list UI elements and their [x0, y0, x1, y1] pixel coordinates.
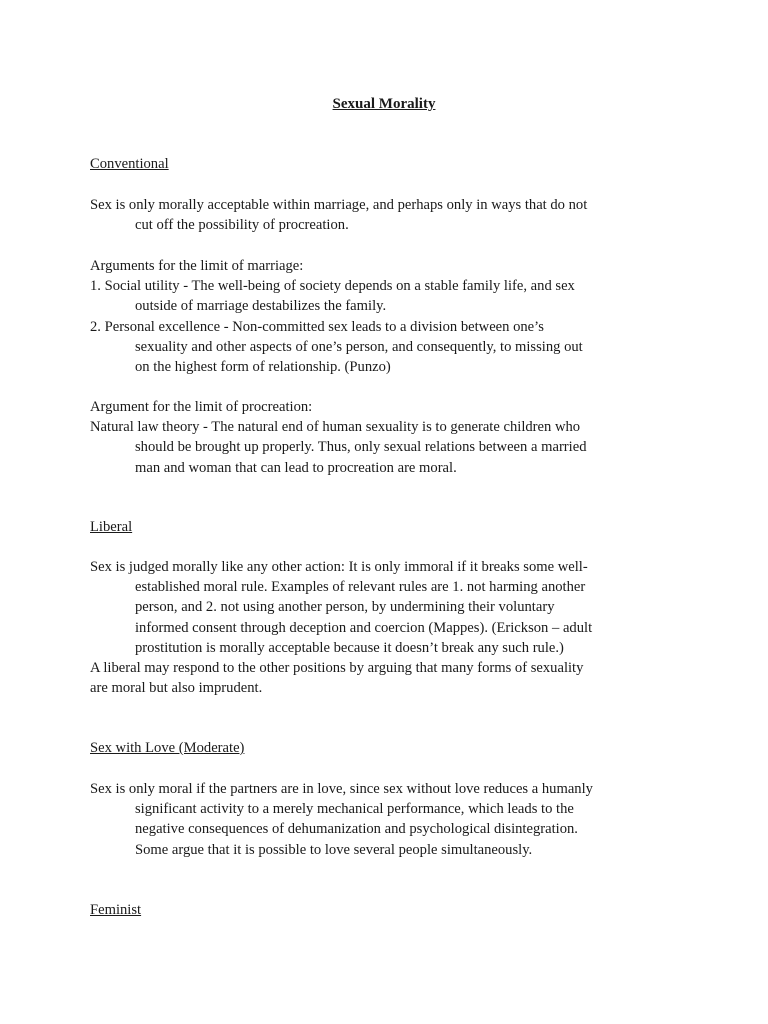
text-line: established moral rule. Examples of relevant rules are 1. not harming another	[135, 579, 586, 596]
paragraph	[90, 779, 690, 860]
liberal-definition	[90, 557, 690, 698]
procreation-arguments	[90, 397, 690, 478]
text-line: 1. Social utility - The well-being of society depends on a stable family life, and sex	[90, 278, 575, 295]
text-line: Sex is judged morally like any other action: It is only immoral if it breaks some well-	[90, 559, 588, 575]
section-heading-moderate: Sex with Love (Moderate)	[90, 740, 245, 756]
text-line: prostitution is morally acceptable because it doesn’t break any such rule.)	[135, 639, 564, 656]
marriage-arguments	[90, 256, 690, 377]
procreation-intro: Argument for the limit of procreation:	[90, 399, 313, 415]
personal-excellence-argument	[90, 317, 690, 378]
text-line: outside of marriage destabilizes the family.	[135, 298, 387, 315]
text-line: on the highest form of relationship. (Punzo)	[135, 359, 391, 376]
text-line: Some argue that it is possible to love several people simultaneously.	[135, 841, 533, 858]
text-line: Natural law theory - The natural end of human sexuality is to generate children who	[90, 419, 581, 436]
text-line: person, and 2. not using another person, by undermining their voluntary	[135, 599, 555, 616]
marriage-intro: Arguments for the limit of marriage:	[90, 258, 304, 274]
document-title: Sexual Morality	[332, 96, 436, 112]
text-line: sexuality and other aspects of one’s person, and consequently, to missing out	[135, 338, 583, 355]
text-line: should be brought up properly. Thus, only sexual relations between a married	[135, 439, 587, 456]
text-line: Sex is only morally acceptable within marriage, and perhaps only in ways that do not	[90, 197, 588, 213]
social-utility-argument	[90, 276, 690, 316]
paragraph	[90, 195, 690, 235]
text-line: are moral but also imprudent.	[90, 680, 263, 697]
moderate-definition	[90, 779, 690, 860]
paragraph	[90, 557, 690, 658]
conventional-definition	[90, 195, 690, 235]
section-heading-conventional: Conventional	[90, 156, 169, 172]
text-line: negative consequences of dehumanization and psychological disintegration.	[135, 821, 578, 838]
section-heading-feminist: Feminist	[90, 902, 142, 918]
text-line: Sex is only moral if the partners are in love, since sex without love reduces a humanly	[90, 781, 593, 797]
text-line: man and woman that can lead to procreation are moral.	[135, 459, 457, 476]
text-line: 2. Personal excellence - Non-committed sex leads to a division between one’s	[90, 318, 544, 335]
text-line: informed consent through deception and coercion (Mappes). (Erickson – adult	[135, 619, 593, 636]
text-line: A liberal may respond to the other positions by arguing that many forms of sexuality	[90, 660, 584, 677]
liberal-response	[90, 658, 690, 698]
section-heading-liberal: Liberal	[90, 519, 133, 535]
text-line: significant activity to a merely mechanical performance, which leads to the	[135, 801, 574, 818]
text-line: cut off the possibility of procreation.	[135, 217, 349, 234]
natural-law-argument	[90, 417, 690, 478]
